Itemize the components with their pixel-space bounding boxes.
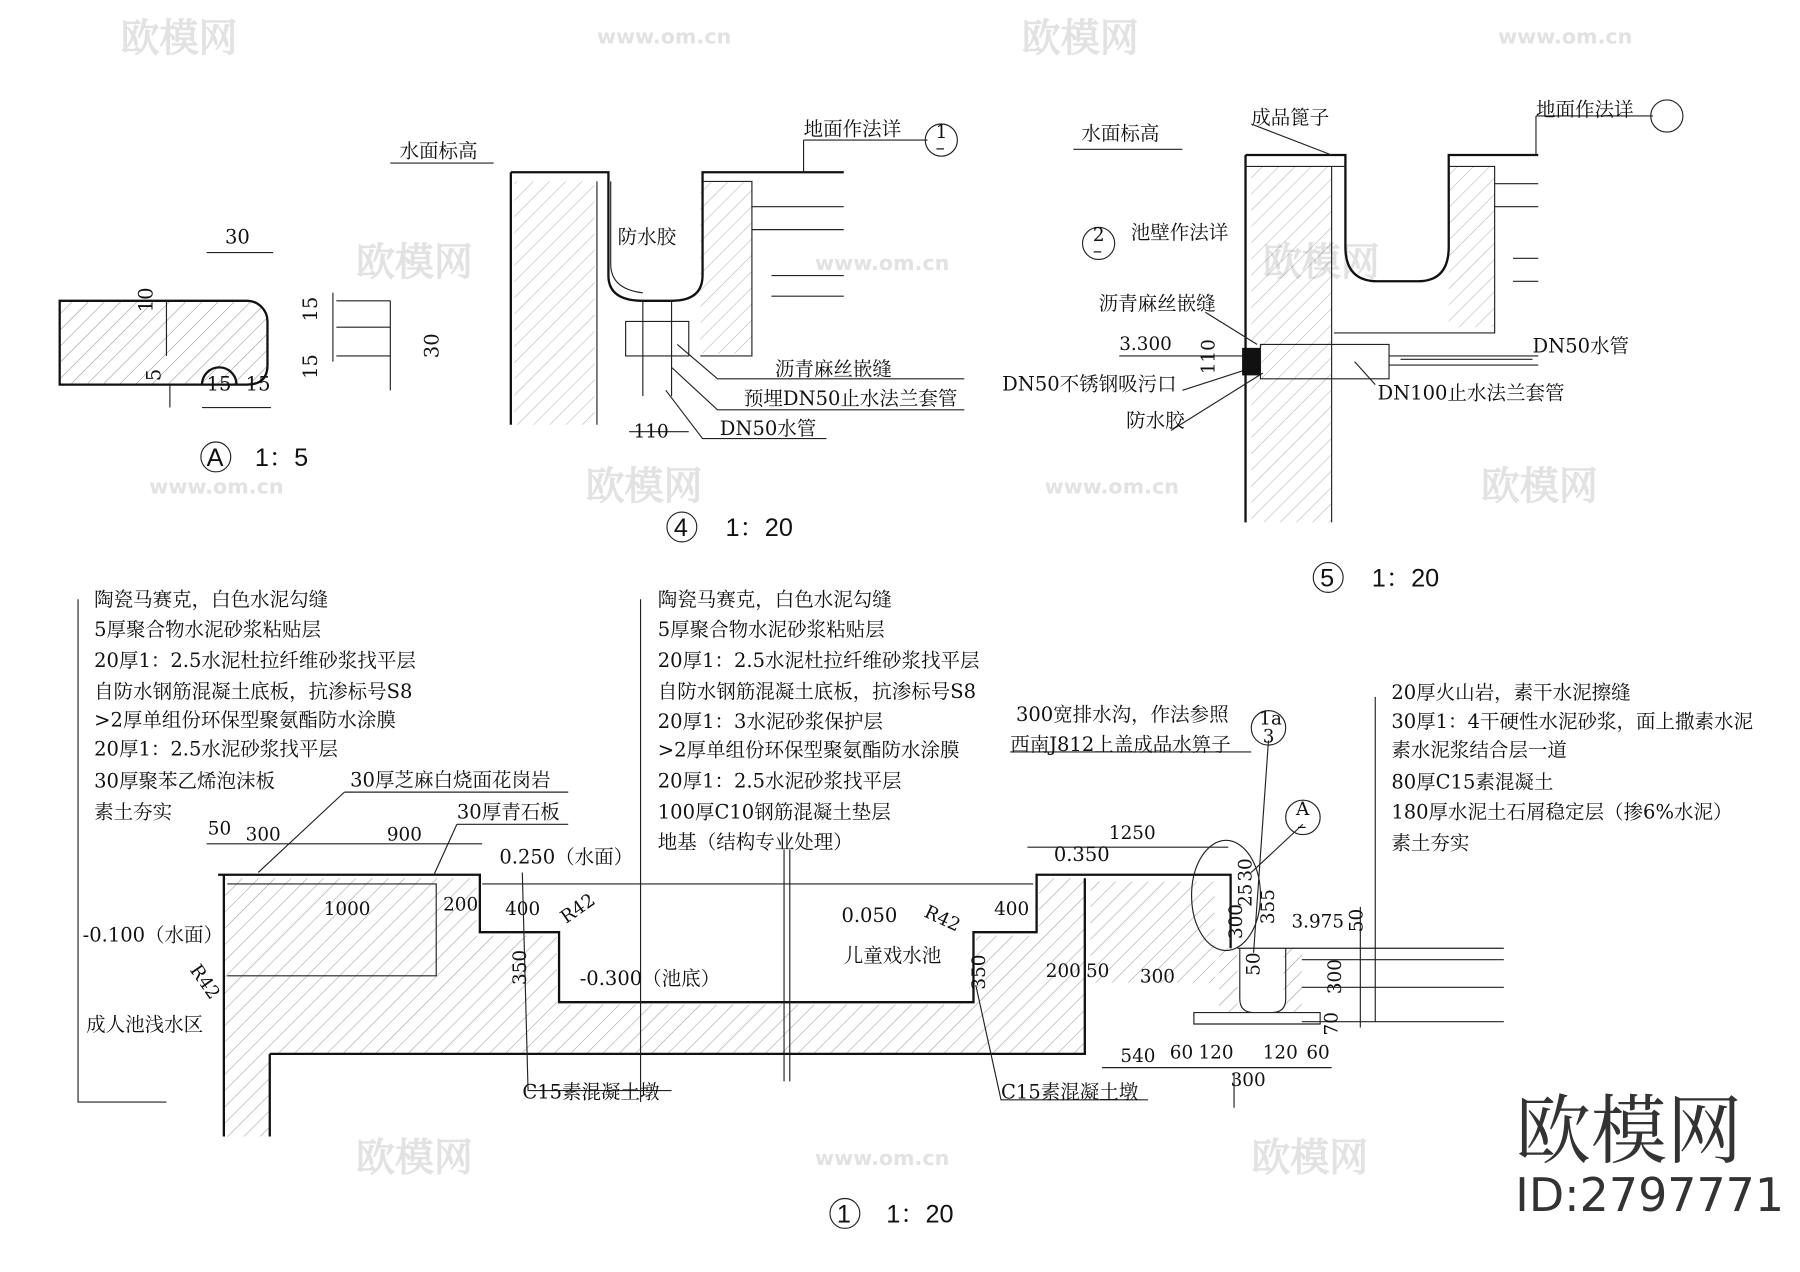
layer-label: 20厚1：2.5水泥砂浆找平层: [657, 769, 902, 793]
drain-note: 西南J812上盖成品水箅子: [1010, 732, 1231, 756]
detail-scale: 1：20: [725, 514, 793, 543]
dim: 50: [1085, 960, 1110, 982]
dim: 15: [298, 354, 322, 379]
elevation: 3.300: [1119, 334, 1172, 356]
dim: 200: [1045, 960, 1081, 982]
dim: 300: [1324, 959, 1346, 995]
dim: R42: [185, 960, 224, 1004]
label: C15素混凝土墩: [522, 1080, 660, 1104]
dim: 355: [1258, 889, 1280, 925]
ref-num: 2: [1092, 225, 1105, 247]
layer-label: 20厚1：3水泥砂浆保护层: [657, 709, 883, 733]
watermark-site: www.om.cn: [1044, 474, 1179, 499]
elevation: -0.100（水面）: [82, 923, 224, 947]
dim: 5: [142, 368, 166, 382]
watermark-site: www.om.cn: [815, 250, 950, 275]
label: 地面作法详: [803, 117, 902, 141]
dim: 300: [1230, 1070, 1266, 1091]
watermark-site: www.om.cn: [1498, 24, 1633, 49]
layer-label: 20厚1：2.5水泥杜拉纤维砂浆找平层: [94, 648, 416, 672]
dim: 110: [633, 421, 669, 443]
ref-sheet: –: [1092, 241, 1103, 263]
label: 防水胶: [617, 225, 677, 249]
dim: 15: [245, 372, 271, 396]
layer-label: 20厚1：2.5水泥砂浆找平层: [94, 737, 338, 761]
label: 沥青麻丝嵌缝: [774, 357, 892, 381]
watermark-logo: 欧模网: [120, 16, 238, 62]
watermark-site: www.om.cn: [596, 24, 732, 49]
label: 成人池浅水区: [86, 1012, 204, 1036]
layer-label: 5厚聚合物水泥砂浆粘贴层: [657, 618, 885, 642]
detail-symbol: 4: [673, 514, 688, 543]
dim: 15: [206, 372, 232, 396]
label: C15素混凝土墩: [1001, 1080, 1139, 1104]
dim: 900: [386, 824, 422, 846]
layer-label: 自防水钢筋混凝土底板，抗渗标号S8: [657, 679, 977, 703]
ref-num: 1: [935, 121, 948, 143]
detail-scale: 1：5: [254, 444, 309, 473]
elevation: 0.050: [841, 903, 898, 927]
dim: 400: [994, 898, 1030, 920]
dim: 120: [1198, 1042, 1234, 1064]
detail-scale: 1：20: [886, 1200, 954, 1229]
dim: 30: [1235, 858, 1257, 882]
watermark-id: ID:2797771: [1515, 1168, 1785, 1223]
dim: 50: [207, 818, 232, 840]
detail-5: [1002, 98, 1683, 593]
watermark-logo: 欧模网: [355, 1135, 473, 1181]
elevation: 0.250（水面）: [499, 845, 634, 869]
watermark-brand-large: 欧模网: [1515, 1087, 1743, 1176]
dim: 1000: [323, 898, 371, 920]
detail-1: [78, 588, 1753, 1228]
watermark-logo: 欧模网: [1262, 240, 1380, 286]
elevation: 3.975: [1291, 911, 1345, 933]
label: 地面作法详: [1535, 97, 1634, 121]
watermark-logo: 欧模网: [585, 464, 703, 510]
dim: 400: [505, 898, 541, 920]
ref-sheet: –: [935, 137, 945, 159]
dim: 50: [1243, 952, 1265, 976]
label: 预埋DN50止水法兰套管: [743, 387, 958, 411]
label: 成品篦子: [1251, 106, 1330, 130]
dim: 10: [134, 287, 158, 313]
dim: 200: [443, 894, 479, 916]
watermark-logo: 欧模网: [1480, 464, 1598, 510]
layer-label: 地基（结构专业处理）: [657, 830, 853, 854]
dim: 25: [1235, 883, 1257, 907]
ref-num: A: [1296, 799, 1310, 821]
dim: 110: [1198, 339, 1220, 375]
layer-label: 20厚1：2.5水泥杜拉纤维砂浆找平层: [657, 648, 980, 672]
dim: 30: [420, 333, 444, 359]
label: 水面标高: [399, 139, 478, 163]
layer-label: 20厚火山岩，素干水泥擦缝: [1391, 681, 1631, 705]
watermark-logo: 欧模网: [1251, 1135, 1369, 1181]
layer-label: >2厚单组份环保型聚氨酯防水涂膜: [94, 708, 396, 732]
label: DN100止水法兰套管: [1377, 381, 1565, 405]
layer-label: 180厚水泥土石屑稳定层（掺6%水泥）: [1391, 800, 1733, 824]
label: DN50水管: [1532, 334, 1630, 358]
watermark-site: www.om.cn: [815, 1146, 950, 1171]
dim: 70: [1321, 1012, 1343, 1036]
layer-label: 素水泥浆结合层一道: [1391, 738, 1567, 762]
dim: 300: [1226, 904, 1248, 940]
layer-label: >2厚单组份环保型聚氨酯防水涂膜: [657, 738, 960, 762]
ref-sheet: –: [1297, 816, 1307, 838]
dim: 60: [1306, 1042, 1330, 1064]
layer-label: 素土夯实: [94, 800, 173, 824]
label: 儿童戏水池: [843, 944, 942, 968]
dim: 120: [1262, 1042, 1298, 1064]
label: 30厚芝麻白烧面花岗岩: [350, 768, 551, 792]
layer-label: 30厚1：4干硬性水泥砂浆，面上撒素水泥: [1391, 709, 1753, 733]
dim: R42: [556, 889, 600, 929]
dim: 30: [225, 225, 250, 249]
dim: 1250: [1108, 823, 1156, 845]
drain-note: 300宽排水沟，作法参照: [1015, 702, 1229, 726]
detail-symbol: A: [206, 444, 224, 473]
dim: R42: [920, 901, 964, 937]
dim: 300: [1139, 966, 1175, 988]
layer-label: 素土夯实: [1391, 831, 1470, 855]
ref-num: 1a: [1259, 708, 1282, 730]
dim: 350: [968, 954, 990, 990]
dim: 540: [1120, 1045, 1156, 1067]
layer-label: 自防水钢筋混凝土底板，抗渗标号S8: [94, 679, 413, 703]
detail-symbol: 5: [1320, 564, 1335, 593]
layer-label: 30厚聚苯乙烯泡沫板: [94, 769, 275, 793]
detail-scale: 1：20: [1371, 564, 1440, 593]
layer-label: 100厚C10钢筋混凝土垫层: [657, 800, 891, 824]
label: 池壁作法详: [1130, 220, 1229, 244]
dim: 350: [509, 949, 531, 985]
elevation: -0.300（池底）: [579, 966, 721, 990]
layer-label: 5厚聚合物水泥砂浆粘贴层: [94, 618, 322, 642]
dim: 60: [1169, 1042, 1194, 1064]
label: DN50不锈钢吸污口: [1002, 372, 1177, 396]
layer-label: 80厚C15素混凝土: [1391, 770, 1554, 794]
watermark-logo: 欧模网: [355, 240, 473, 286]
watermark-site: www.om.cn: [149, 474, 284, 499]
dim: 15: [298, 296, 322, 322]
label: 沥青麻丝嵌缝: [1098, 291, 1216, 315]
detail-symbol: 1: [836, 1200, 851, 1229]
dim: 300: [245, 824, 281, 846]
label: 水面标高: [1081, 122, 1160, 146]
layer-label: 陶瓷马赛克，白色水泥勾缝: [94, 588, 329, 612]
ref-sheet: 3: [1262, 726, 1275, 748]
watermark-logo: 欧模网: [1021, 16, 1139, 62]
label: 30厚青石板: [456, 800, 560, 824]
label: 防水胶: [1126, 409, 1185, 433]
elevation: 0.350: [1053, 843, 1110, 867]
layer-label: 陶瓷马赛克，白色水泥勾缝: [657, 588, 892, 612]
label: DN50水管: [719, 417, 817, 441]
dim: 50: [1346, 908, 1368, 933]
